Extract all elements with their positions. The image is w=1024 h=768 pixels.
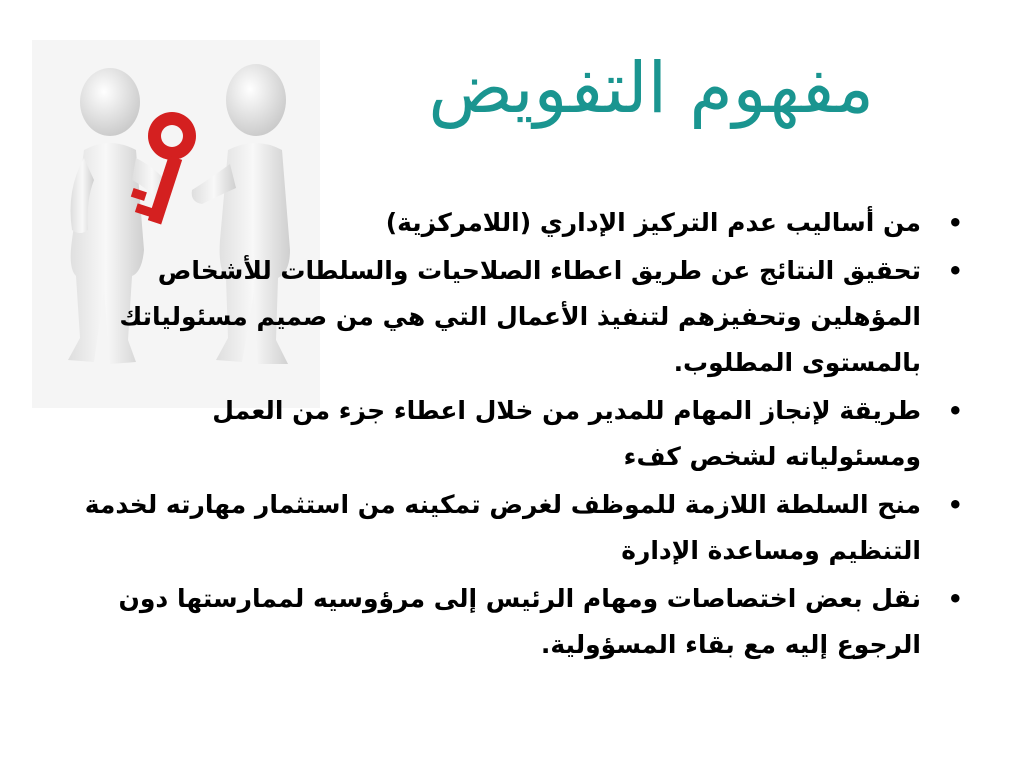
- bullet-item: • منح السلطة اللازمة للموظف لغرض تمكينه من استثمار مهارته لخدمة التنظيم ومساعدة الإدارة: [41, 482, 969, 574]
- bullet-list: [84, 200, 969, 670]
- slide-title: مفهوم التفويض: [428, 47, 874, 129]
- bullet-item: • من أساليب عدم التركيز الإداري (اللامركزية): [361, 200, 969, 246]
- bullet-item: • تحقيق النتائج عن طريق اعطاء الصلاحيات والسلطات للأشخاص المؤهلين وتحفيزهم لتنفيذ الأعمال التي هي من صميم مسئولياتك بالمستوى المطلوب.: [41, 248, 969, 386]
- bullet-item: • طريقة لإنجاز المهام للمدير من خلال اعطاء جزء من العمل ومسئولياته لشخص كفء: [161, 388, 969, 480]
- bullet-item: • نقل بعض اختصاصات ومهام الرئيس إلى مرؤوسيه لممارستها دون الرجوع إليه مع بقاء المسؤولية.: [41, 576, 969, 668]
